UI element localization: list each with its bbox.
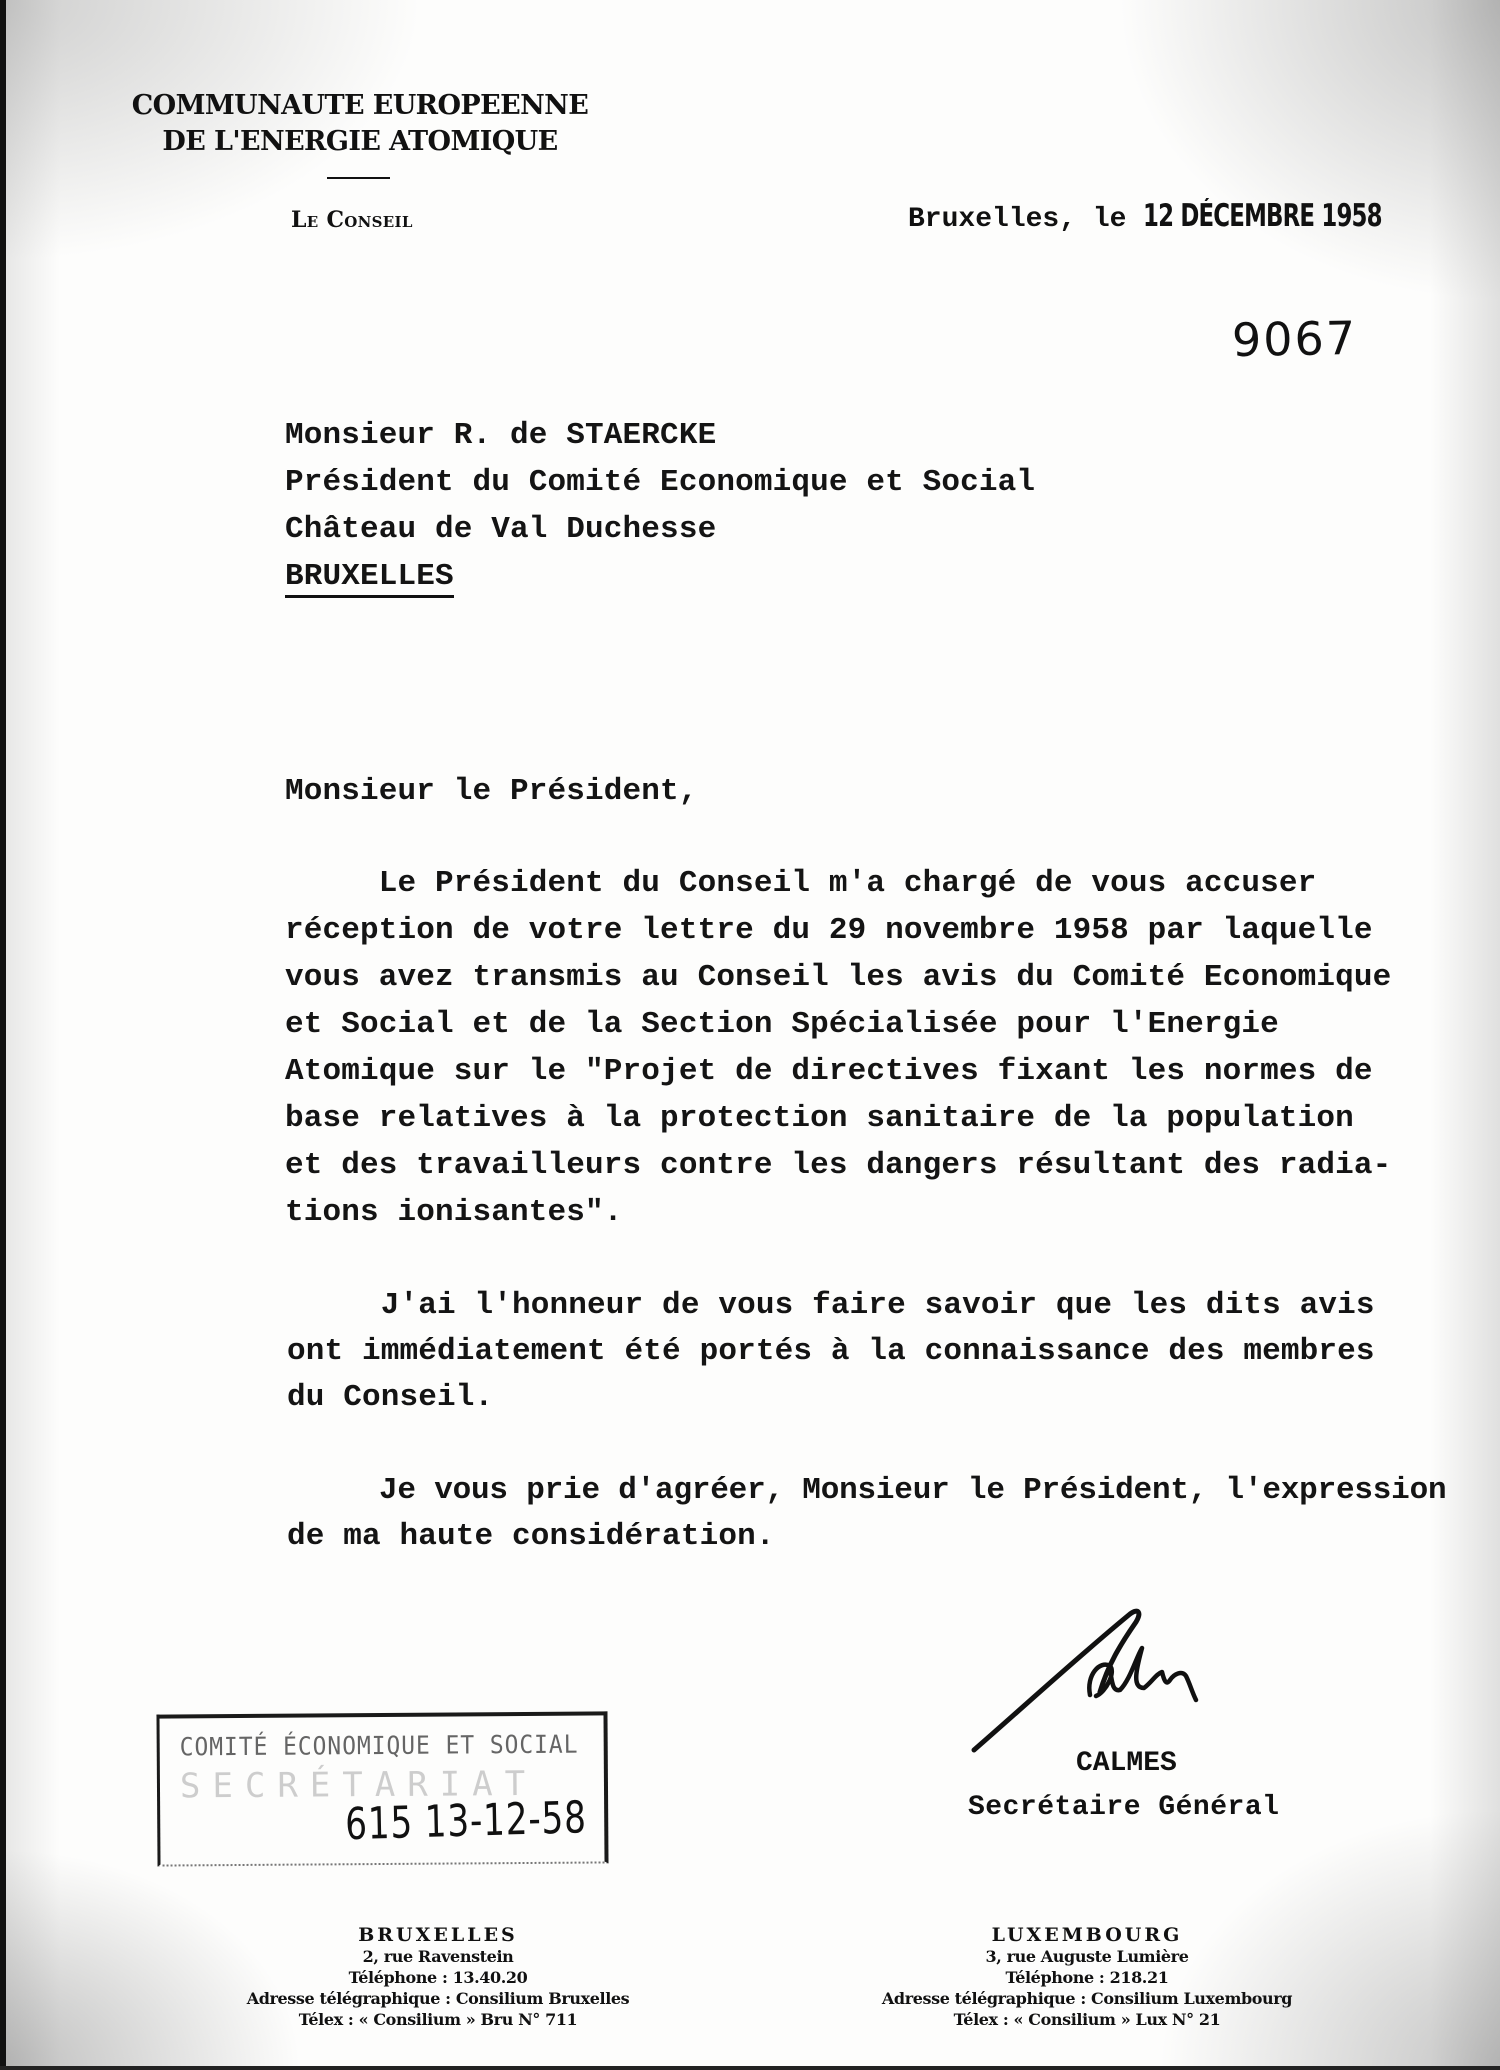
signature-stroke xyxy=(974,1611,1139,1750)
body-line: Je vous prie d'agréer, Monsieur le Président, l'expression xyxy=(287,1473,1447,1508)
body-line: vous avez transmis au Conseil les avis du Comité Economique xyxy=(285,960,1392,995)
footer-phone: Téléphone : 13.40.20 xyxy=(348,1968,528,1987)
letterhead-organization xyxy=(120,88,600,160)
body-line: Atomique sur le "Projet de directives fixant les normes de xyxy=(285,1054,1373,1089)
letterhead-divider xyxy=(327,177,390,179)
salutation: Monsieur le Président, xyxy=(285,774,698,809)
received-stamp xyxy=(156,1711,608,1866)
handwritten-reference-number: 9067 xyxy=(1231,310,1358,368)
footer-telex: Télex : « Consilium » Bru N° 711 xyxy=(298,2010,578,2029)
letterhead-line-2: DE L'ENERGIE ATOMIQUE xyxy=(162,126,558,157)
body-line: de ma haute considération. xyxy=(287,1519,775,1554)
body-line: du Conseil. xyxy=(287,1380,494,1415)
footer-city: LUXEMBOURG xyxy=(991,1924,1183,1946)
handwritten-signature xyxy=(960,1600,1220,1770)
scan-edge-bottom xyxy=(0,2066,1500,2070)
signer-title: Secrétaire Général xyxy=(968,1792,1280,1823)
body-line: J'ai l'honneur de vous faire savoir que les dits avis xyxy=(287,1288,1375,1323)
date-line xyxy=(908,198,1434,235)
footer-telegraph: Adresse télégraphique : Consilium Luxembourg xyxy=(881,1989,1293,2008)
date-stamp: 12 DÉCEMBRE 1958 xyxy=(1143,198,1382,234)
letterhead-department: Le Conseil xyxy=(291,207,413,233)
addressee-city xyxy=(285,559,454,594)
addressee-line: Monsieur R. de STAERCKE xyxy=(285,418,717,453)
addressee-city-text: BRUXELLES xyxy=(285,559,454,598)
body-line: base relatives à la protection sanitaire de la population xyxy=(285,1101,1354,1136)
stamp-department: SECRÉTARIAT xyxy=(179,1763,538,1807)
stamp-handwritten-entry: 615 13-12-58 xyxy=(344,1792,588,1851)
body-line: Le Président du Conseil m'a chargé de vous accuser xyxy=(285,866,1317,901)
body-line: et des travailleurs contre les dangers résultant des radia- xyxy=(285,1148,1392,1183)
footer-address: 2, rue Ravenstein xyxy=(362,1947,514,1966)
body-line: réception de votre lettre du 29 novembre 1958 par laquelle xyxy=(285,913,1373,948)
footer-luxembourg xyxy=(857,1925,1317,2030)
footer-city: BRUXELLES xyxy=(358,1924,518,1946)
letterhead-line-1: COMMUNAUTE EUROPEENNE xyxy=(131,90,589,121)
footer-telex: Télex : « Consilium » Lux N° 21 xyxy=(953,2010,1221,2029)
date-place: Bruxelles, le xyxy=(908,204,1144,235)
scan-edge-left xyxy=(0,0,6,2070)
signer-name: CALMES xyxy=(1076,1748,1177,1779)
footer-address: 3, rue Auguste Lumière xyxy=(985,1947,1189,1966)
body-line: tions ionisantes". xyxy=(285,1195,623,1230)
addressee-line: Château de Val Duchesse xyxy=(285,512,717,547)
body-line: et Social et de la Section Spécialisée pour l'Energie xyxy=(285,1007,1279,1042)
stamp-organization: COMITÉ ÉCONOMIQUE ET SOCIAL xyxy=(179,1729,579,1762)
addressee-line: Président du Comité Economique et Social xyxy=(285,465,1036,500)
footer-telegraph: Adresse télégraphique : Consilium Bruxelles xyxy=(246,1989,630,2008)
footer-bruxelles xyxy=(208,1925,668,2030)
body-line: ont immédiatement été portés à la connaissance des membres xyxy=(287,1334,1375,1369)
footer-phone: Téléphone : 218.21 xyxy=(1005,1968,1169,1987)
